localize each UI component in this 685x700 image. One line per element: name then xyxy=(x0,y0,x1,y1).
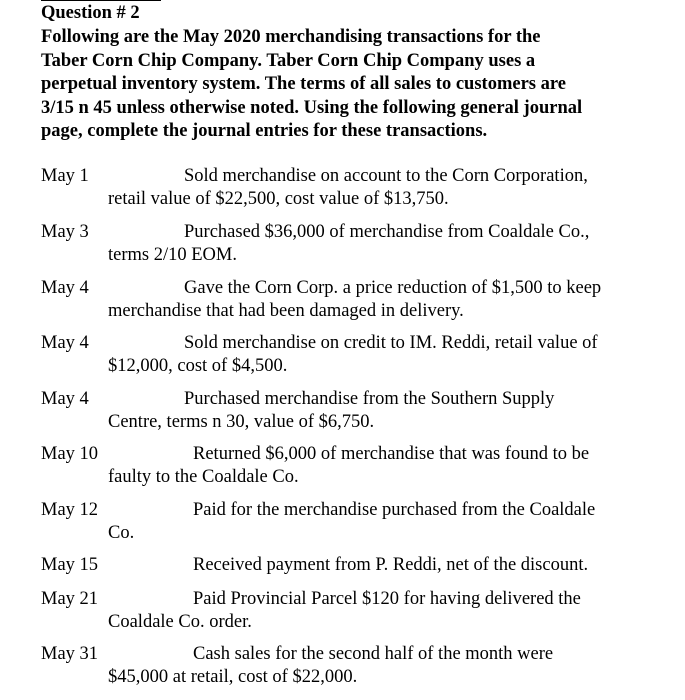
transaction-date: May 1 xyxy=(41,166,89,186)
intro-line: Taber Corn Chip Company. Taber Corn Chip Company uses a xyxy=(41,50,536,71)
transaction-date: May 31 xyxy=(41,644,99,664)
transaction-description-cont: retail value of $22,500, cost value of $13,750. xyxy=(108,189,449,209)
transaction-description: Gave the Corn Corp. a price reduction of $1,500 to keep xyxy=(184,278,602,298)
transaction-date: May 10 xyxy=(41,444,99,464)
transaction-description-cont: Centre, terms n 30, value of $6,750. xyxy=(108,412,375,432)
transaction-description: Sold merchandise on account to the Corn Corporation, xyxy=(184,166,588,186)
top-rule xyxy=(41,0,161,1)
transaction-description: Returned $6,000 of merchandise that was found to be xyxy=(193,444,590,464)
question-intro xyxy=(41,26,661,144)
transaction-date: May 15 xyxy=(41,555,99,575)
transaction-description: Cash sales for the second half of the month were xyxy=(193,644,554,664)
transaction-description: Received payment from P. Reddi, net of the discount. xyxy=(193,555,589,575)
transaction-description: Paid Provincial Parcel $120 for having delivered the xyxy=(193,589,581,609)
transaction-description-cont: merchandise that had been damaged in delivery. xyxy=(108,301,464,321)
transaction-date: May 21 xyxy=(41,589,99,609)
transaction-date: May 12 xyxy=(41,500,99,520)
transaction-date: May 4 xyxy=(41,389,89,409)
transaction-description-cont: Coaldale Co. order. xyxy=(108,612,252,632)
transaction-description-cont: Co. xyxy=(108,523,135,543)
transaction-description-cont: $12,000, cost of $4,500. xyxy=(108,356,288,376)
transaction-date: May 3 xyxy=(41,222,89,242)
transaction-description-cont: terms 2/10 EOM. xyxy=(108,245,237,265)
transaction-description-cont: faulty to the Coaldale Co. xyxy=(108,467,299,487)
transaction-description: Purchased $36,000 of merchandise from Coaldale Co., xyxy=(184,222,590,242)
question-title: Question # 2 xyxy=(41,3,140,23)
transaction-date: May 4 xyxy=(41,278,89,298)
transaction-date: May 4 xyxy=(41,333,89,353)
transaction-description: Purchased merchandise from the Southern Supply xyxy=(184,389,555,409)
intro-line: perpetual inventory system. The terms of all sales to customers are xyxy=(41,74,566,95)
transaction-description: Sold merchandise on credit to IM. Reddi, retail value of xyxy=(184,333,598,353)
intro-line: 3/15 n 45 unless otherwise noted. Using the following general journal xyxy=(41,97,583,118)
intro-line: page, complete the journal entries for these transactions. xyxy=(41,121,488,142)
intro-line: Following are the May 2020 merchandising transactions for the xyxy=(41,27,541,47)
transaction-description-cont: $45,000 at retail, cost of $22,000. xyxy=(108,667,358,687)
transaction-description: Paid for the merchandise purchased from the Coaldale xyxy=(193,500,596,520)
